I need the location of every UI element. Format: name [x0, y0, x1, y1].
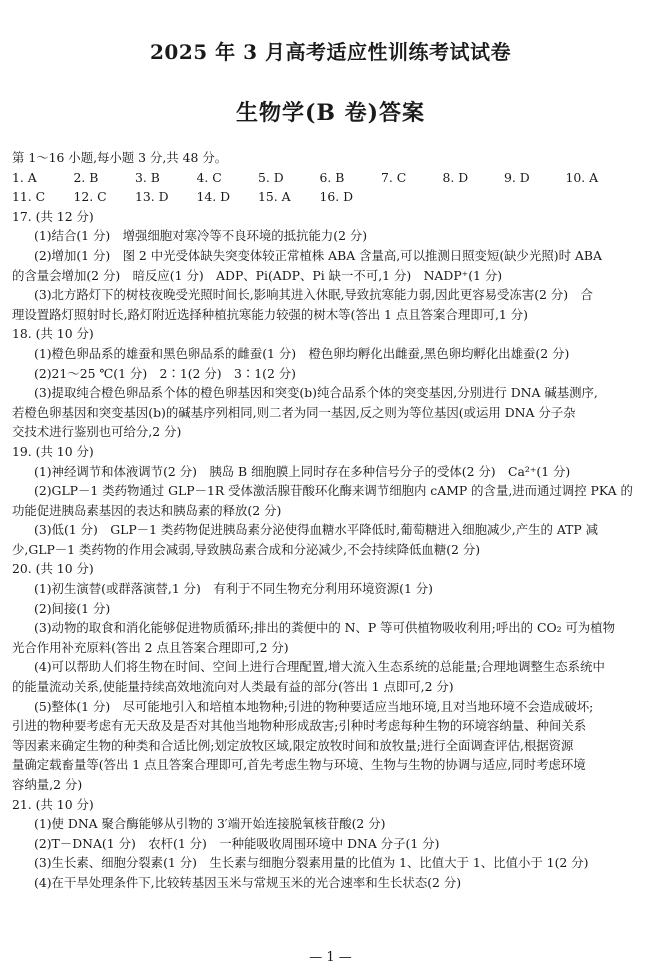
answer-line: (2)增加(1 分) 图 2 中光受体缺失突变体较正常植株 ABA 含量高,可以推测日照变短(缺少光照)时 ABA [34, 247, 602, 263]
mc-row-2 [12, 187, 652, 207]
mc-answer: 1. A [12, 169, 37, 185]
answer-line: 功能促进胰岛素基因的表达和胰岛素的释放(2 分) [12, 502, 282, 518]
answer-line: 20. (共 10 分) [12, 561, 94, 577]
mc-answer: 8. D [442, 169, 469, 185]
answer-line: 理设置路灯照射时长,路灯附近选择种植抗寒能力较强的树木等(答出 1 点且答案合理即可,1 分) [12, 306, 528, 322]
answer-line: (3)提取纯合橙色卵品系个体的橙色卵基因和突变(b)纯合品系个体的突变基因,分别进行 DNA 碱基测序, [34, 385, 598, 401]
answer-line: (1)橙色卵品系的雄蚕和黑色卵品系的雌蚕(1 分) 橙色卵均孵化出雌蚕,黑色卵均孵化出雄蚕(2 分) [34, 345, 570, 361]
answer-line: (4)在干旱处理条件下,比较转基因玉米与常规玉米的光合速率和生长状态(2 分) [34, 874, 462, 890]
mc-answer: 15. A [258, 189, 291, 205]
mc-answer: 4. C [196, 169, 222, 185]
answer-line: 量确定载畜量等(答出 1 点且答案合理即可,首先考虑生物与环境、生物与生物的协调与适应,同时考虑环境 [12, 757, 586, 773]
answer-line: 21. (共 10 分) [12, 796, 94, 812]
answer-line: 19. (共 10 分) [12, 443, 94, 459]
answer-line: (2)T－DNA(1 分) 农杆(1 分) 一种能吸收周围环境中 DNA 分子(1 分) [34, 835, 440, 851]
exam-title: 2025 年 3 月高考适应性训练考试试卷 [150, 40, 511, 64]
answer-line: (3)动物的取食和消化能够促进物质循环;排出的粪便中的 N、P 等可供植物吸收利用;呼出的 CO₂ 可为植物 [34, 620, 616, 636]
answer-content [12, 148, 652, 893]
answer-line: (5)整体(1 分) 尽可能地引入和培植本地物种;引进的物种要适应当地环境,且对当地环境不会造成破坏; [34, 698, 594, 714]
mc-answer: 2. B [73, 169, 99, 185]
answer-line: 交技术进行鉴别也可给分,2 分) [12, 424, 182, 440]
mc-answer: 9. D [504, 169, 530, 185]
answer-line: 容纳量,2 分) [12, 777, 83, 792]
answer-line: 18. (共 10 分) [12, 326, 94, 342]
answer-line: 光合作用补充原料(答出 2 点且答案合理即可,2 分) [12, 639, 289, 655]
answer-subtitle: 生物学(B 卷)答案 [235, 100, 426, 126]
mc-answer: 7. C [381, 169, 407, 185]
answer-line: (1)使 DNA 聚合酶能够从引物的 3′端开始连接脱氧核苷酸(2 分) [34, 816, 386, 832]
answer-line: (3)北方路灯下的树枝夜晚受光照时间长,影响其进入休眠,导致抗寒能力弱,因此更容易受冻害(2 分) 合 [34, 287, 593, 303]
answer-line: (3)生长素、细胞分裂素(1 分) 生长素与细胞分裂素用量的比值为 1、比值大于 1、比值小于 1(2 分) [34, 855, 589, 871]
answer-lines [12, 207, 652, 893]
mc-answer: 6. B [319, 169, 345, 185]
mc-answer: 3. B [135, 169, 160, 185]
mc-answer: 13. D [135, 189, 169, 205]
mc-intro: 第 1～16 小题,每小题 3 分,共 48 分。 [12, 150, 228, 165]
mc-answer: 11. C [12, 189, 46, 205]
answer-line: 17. (共 12 分) [12, 208, 94, 224]
answer-line: (4)可以帮助人们将生物在时间、空间上进行合理配置,增大流入生态系统的总能量;合理地调整生态系统中 [34, 659, 605, 675]
answer-line: 若橙色卵基因和突变基因(b)的碱基序列相同,则二者为同一基因,反之则为等位基因(或运用 DNA 分子杂 [12, 404, 576, 420]
answer-line: (1)结合(1 分) 增强细胞对寒冷等不良环境的抵抗能力(2 分) [34, 228, 368, 244]
answer-line: (2)GLP－1 类药物通过 GLP－1R 受体激活腺苷酸环化酶来调节细胞内 cAMP 的含量,进而通过调控 PKA 的 [34, 483, 633, 499]
mc-answer: 12. C [73, 189, 107, 205]
mc-answer: 16. D [319, 189, 354, 205]
mc-answer: 5. D [258, 169, 284, 185]
mc-answer: 10. A [565, 169, 599, 185]
answer-line: 少,GLP－1 类药物的作用会减弱,导致胰岛素合成和分泌减少,不会持续降低血糖(2 分) [12, 541, 481, 557]
page-number: — 1 — [309, 950, 352, 965]
mc-row-1 [12, 168, 652, 188]
answer-line: 等因素来确定生物的种类和合适比例;划定放牧区域,限定放牧时间和放牧量;进行全面调查评估,根据资源 [12, 737, 574, 753]
answer-line: 的含量会增加(2 分) 暗反应(1 分) ADP、Pi(ADP、Pi 缺一不可,1 分) NADP⁺(1 分) [12, 267, 503, 283]
answer-line: 的能量流动关系,使能量持续高效地流向对人类最有益的部分(答出 1 点即可,2 分) [12, 679, 454, 695]
answer-line: (2)21～25 ℃(1 分) 2∶1(2 分) 3∶1(2 分) [34, 365, 297, 381]
answer-line: (2)间接(1 分) [34, 600, 111, 616]
mc-answer: 14. D [196, 189, 231, 205]
answer-line: 引进的物种要考虑有无天敌及是否对其他当地物种形成敌害;引种时考虑每种生物的环境容纳量、种间关系 [12, 718, 587, 734]
answer-line: (1)神经调节和体液调节(2 分) 胰岛 B 细胞膜上同时存在多种信号分子的受体(2 分) Ca²⁺(1 分) [34, 463, 571, 479]
answer-line: (3)低(1 分) GLP－1 类药物促进胰岛素分泌使得血糖水平降低时,葡萄糖进入细胞减少,产生的 ATP 减 [34, 522, 599, 538]
answer-line: (1)初生演替(或群落演替,1 分) 有利于不同生物充分利用环境资源(1 分) [34, 581, 434, 597]
